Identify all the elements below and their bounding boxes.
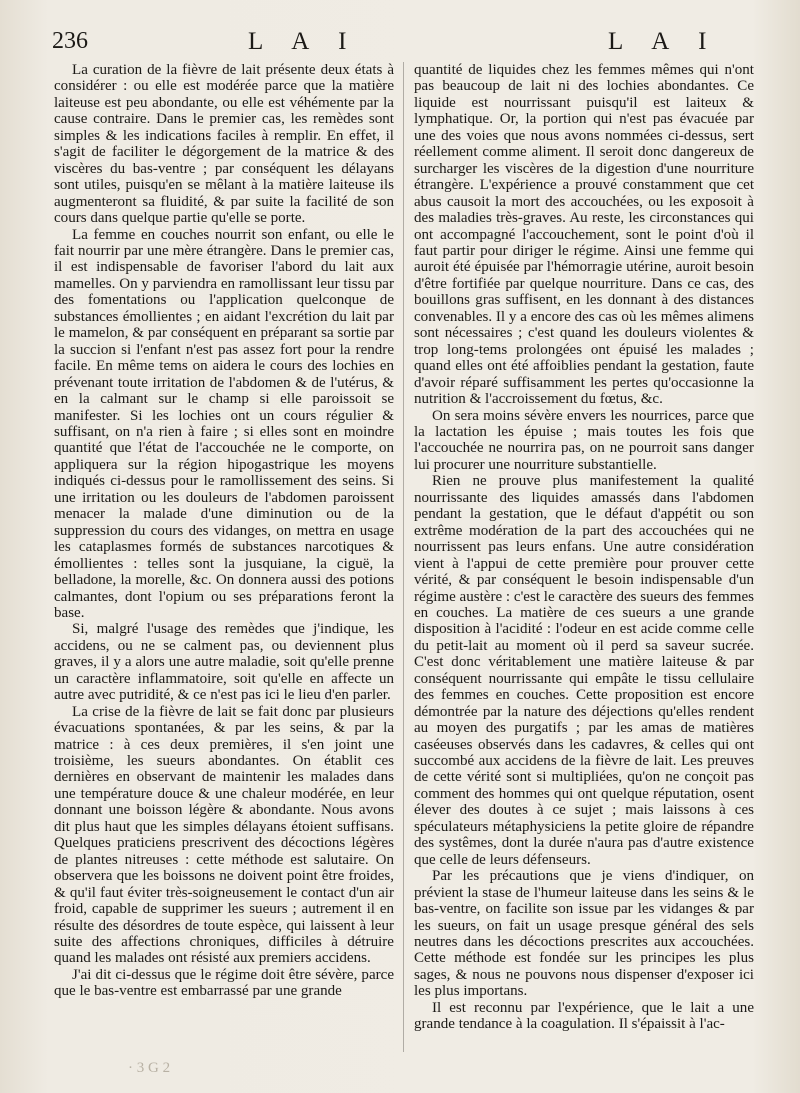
paragraph: La femme en couches nourrit son enfant, ou elle le fait nourrir par une mère étrangère. Dans le premier cas, il est indispensable de favoriser l'abord du lait aux mamelles. On y parviendra en ramollissant leur tissu par des fomentations ou l'application quelconque de substances émollientes ; en aidant l'excrétion du lait par le mamelon, & par conséquent en préparant sa sortie par la succion si l'enfant n'est pas assez fort pour la rendre facile. En même tems on aidera le cours des lochies en prévenant toute irritation de l'abdomen & de l'utérus, & en la calmant sur le champ si elle paroissoit se manifester. Si les lochies ont un cours régulier & suffisant, on n'a rien à faire ; si elles sont en moindre quantité que l'état de l'accouchée ne le comporte, on appliquera sur la région hipogastrique les moyens indiqués ci-dessus pour le ramollissement des seins. Si une irritation ou les douleurs de l'abdomen paroissent menacer la malade d'une diminution ou de la suppression du cours des vidanges, on mettra en usage les cataplasmes formés de substances narcotiques & émollientes : telles sont la jusquiane, la ciguë, la belladone, la morelle, &c. On donnera aussi des potions calmantes, dont l'opium ou ses préparations feront la base. [54, 226, 394, 621]
paragraph: La crise de la fièvre de lait se fait donc par plusieurs évacuations spontanées, & par les seins, & par la matrice : à ces deux premières, il s'en joint une troisième, les sueurs abondantes. On établit ces dernières en observant de maintenir les malades dans une température douce & une chaleur modérée, en leur donnant une boisson légère & abondante. Nous avons dit plus haut que les simples délayans étoient suffisans. Quelques praticiens prescrivent des décoctions légères de plantes nitreuses : cette méthode est salutaire. On observera que les boissons ne doivent point être froides, & qu'il faut éviter très-soigneusement le contact d'un air froid, capable de supprimer les sueurs ; autrement il en résulte des désordres de toute espèce, qui laissent à leur suite des affections chroniques, difficiles à détruire quand les malades ont résisté aux premiers accidens. [54, 703, 394, 967]
paragraph: Il est reconnu par l'expérience, que le lait a une grande tendance à la coagulation. Il s'épaissit à l'ac- [414, 999, 754, 1033]
paragraph: J'ai dit ci-dessus que le régime doit être sévère, parce que le bas-ventre est embarrassé par une grande [54, 966, 394, 1000]
running-title-right: L A I [608, 28, 719, 55]
right-text-column [414, 62, 754, 1033]
running-title-left: L A I [248, 28, 359, 55]
paragraph: quantité de liquides chez les femmes mêmes qui n'ont pas beaucoup de lait ni des lochies abondantes. Ce liquide est nourrissant puisqu'il est laiteux & lymphatique. Or, la portion qui n'est pas évacuée par une des voies que nous avons nommées ci-dessus, sert réellement comme aliment. Il seroit donc dangereux de surcharger les viscères de la digestion d'une nourriture étrangère. L'expérience a prouvé constamment que cet abus causoit la mort des accouchées, ou les exposoit à des maladies très-graves. Au reste, les circonstances qui ont accompagné l'accouchement, sont le point d'où il faut partir pour diriger le régime. Ainsi une femme qui auroit été épuisée par l'hémorragie utérine, auroit besoin d'être fortifiée par quelque nourriture. Dans ce cas, des bouillons gras suffisent, en les donnant à des distances convenables. Il y a encore des cas où les mêmes alimens sont nécessaires ; c'est quand les douleurs violentes & trop long-tems prolongées ont épuisé les malades ; quand elles ont été affoiblies pendant la gestation, faute d'avoir réparé suffisamment les pertes qu'occasionne la nutrition & l'accroissement du fœtus, &c. [414, 62, 754, 408]
page-number: 236 [52, 28, 88, 54]
paragraph: Si, malgré l'usage des remèdes que j'indique, les accidens, ou ne se calment pas, ou deviennent plus graves, il y a alors une autre maladie, soit qu'elle prenne un caractère inflammatoire, soit qu'elle en affecte un autre avec putridité, & ce n'est pas ici le lieu d'en parler. [54, 621, 394, 704]
paragraph: Par les précautions que je viens d'indiquer, on prévient la stase de l'humeur laiteuse dans les seins & le bas-ventre, on facilite son issue par les vidanges & par les sueurs, on fait un usage presque général des sels neutres dans les décoctions prescrites aux accouchées. Cette méthode est fondée sur les principes les plus sages, & nous ne pouvons nous dispenser d'exposer ici les plus importans. [414, 868, 754, 1000]
paragraph: On sera moins sévère envers les nourrices, parce que la lactation les épuise ; mais toutes les fois que l'accouchée ne nourrira pas, on ne pourroit sans danger lui procurer une nourriture substantielle. [414, 407, 754, 473]
paragraph: Rien ne prouve plus manifestement la qualité nourrissante des liquides amassés dans l'abdomen pendant la gestation, que le défaut d'appétit ou son extrême modération de la part des accouchées qui ne nourrissent pas leurs enfans. Une autre considération vient à l'appui de cette première pour prouver cette vérité, & par conséquent le besoin indispensable d'un régime austère : c'est le caractère des sueurs des femmes en couches. La matière de ces sueurs a une grande disposition à l'acidité : l'odeur en est acide comme celle du petit-lait au moment où il perd sa saveur sucrée. C'est donc véritablement une matière laiteuse & par conséquent nourrissante qui empâte le tissu cellulaire des femmes en couches. Cette proposition est encore démontrée par la nature des déjections qu'elles rendent au moyen des purgatifs ; par les amas de matières caséeuses observés dans les cadavres, & celles qui ont succombé aux accidens de la fièvre de lait. Les preuves de cette vérité sont si multipliées, qu'on ne conçoit pas comment des hommes qui ont quelque réputation, osent élever des doutes à ce sujet ; mais laissons à ces spéculateurs métaphysiciens la petite gloire de répandre des systêmes, dont la durée n'aura pas d'autre existence que celle de leurs défenseurs. [414, 473, 754, 868]
column-divider [403, 62, 404, 1052]
paragraph: La curation de la fièvre de lait présente deux états à considérer : ou elle est modérée parce que la matière laiteuse est peu abondante, ou elle est véhémente par la cause contraire. Dans le premier cas, les remèdes sont simples & les indications faciles à remplir. En effet, il s'agit de faciliter le dégorgement de la matrice & des viscères du bas-ventre ; par conséquent les délayans sont utiles, puisqu'en se mêlant à la matière laiteuse ils augmenteront sa fluidité, & par suite la facilité de son cours dans quelque partie qu'elle se porte. [54, 62, 394, 227]
signature-mark: · 3 G 2 [128, 1060, 171, 1076]
left-text-column [54, 62, 394, 1000]
running-header [52, 28, 770, 58]
